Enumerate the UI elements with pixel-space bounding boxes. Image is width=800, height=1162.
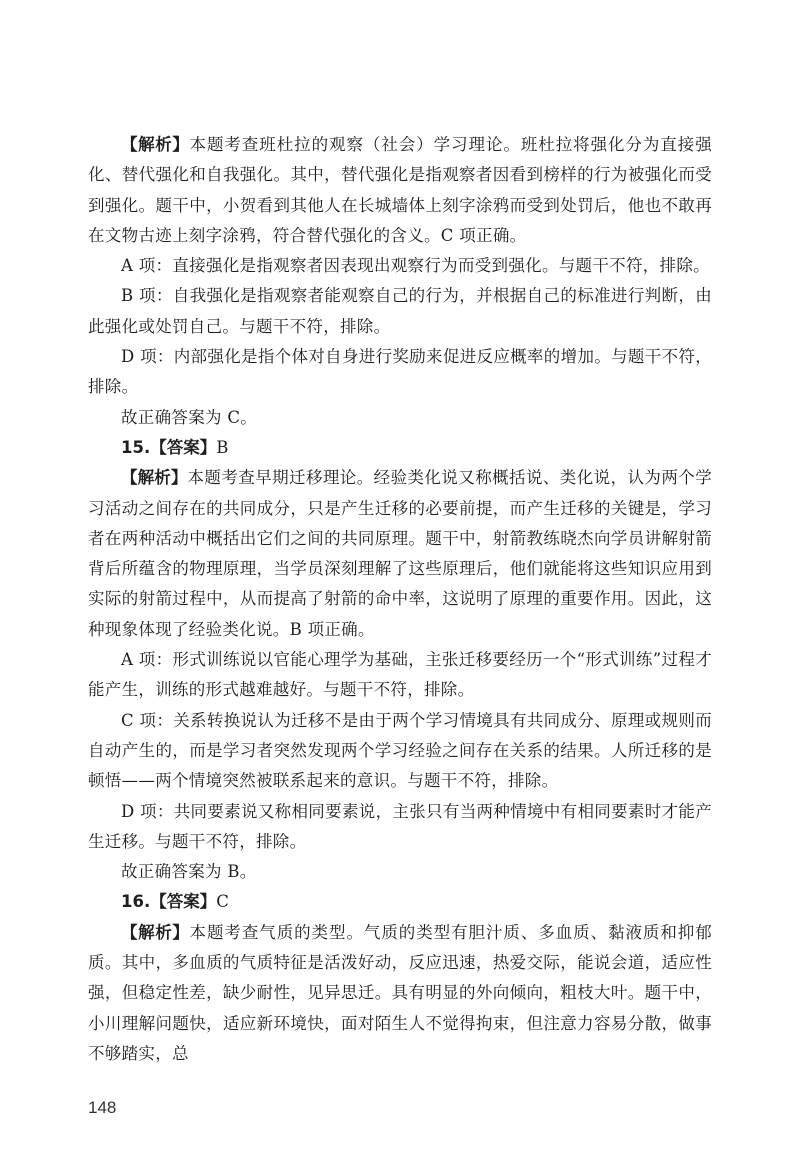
answer-label: 15.【答案】 — [121, 437, 217, 457]
answer-value: C — [216, 892, 230, 912]
answer-label: 16.【答案】 — [121, 892, 217, 912]
paragraph-text: 本题考查班杜拉的观察（社会）学习理论。班杜拉将强化分为直接强化、替代强化和自我强化。其中，替代强化是指观察者因看到榜样的行为被强化而受到强化。题干中，小贺看到其他人在长城墙体上刻字涂鸦而受到处罚后，他也不敢再在文物古迹上刻字涂鸦，符合替代强化的含义。C 项正确。 — [88, 135, 713, 245]
conclusion-paragraph — [88, 403, 712, 433]
paragraph-text: D 项：共同要素说又称相同要素说，主张只有当两种情境中有相同要素时才能产生迁移。与题干不符，排除。 — [88, 801, 712, 851]
analysis-paragraph — [88, 130, 712, 251]
document-body — [88, 130, 712, 1069]
option-paragraph — [88, 281, 712, 342]
analysis-label: 【解析】 — [121, 135, 190, 154]
paragraph-text: 本题考查气质的类型。气质的类型有胆汁质、多血质、黏液质和抑郁质。其中，多血质的气质特征是活泼好动，反应迅速，热爱交际，能说会道，适应性强，但稳定性差，缺少耐性，见异思迁。具有明显的外向倾向，粗枝大叶。题干中，小川理解问题快，适应新环境快，面对陌生人不觉得拘束，但注意力容易分散，做事不够踏实，总 — [88, 922, 713, 1063]
paragraph-text: A 项：直接强化是指观察者因表现出观察行为而受到强化。与题干不符，排除。 — [121, 256, 710, 276]
analysis-paragraph — [88, 463, 712, 645]
paragraph-text: D 项：内部强化是指个体对自身进行奖励来促进反应概率的增加。与题干不符，排除。 — [88, 347, 712, 397]
paragraph-text: B 项：自我强化是指观察者能观察自己的行为，并根据自己的标准进行判断，由此强化或处罚自己。与题干不符，排除。 — [88, 286, 712, 336]
option-paragraph — [88, 342, 712, 403]
option-paragraph — [88, 797, 712, 858]
answer-value: B — [216, 437, 229, 457]
option-paragraph — [88, 706, 712, 797]
analysis-label: 【解析】 — [121, 922, 190, 942]
option-paragraph — [88, 645, 712, 706]
paragraph-text: C 项：关系转换说认为迁移不是由于两个学习情境具有共同成分、原理或规则而自动产生的，而是学习者突然发现两个学习经验之间存在关系的结果。人所迁移的是顿悟——两个情境突然被联系起来的意识。与题干不符，排除。 — [88, 710, 712, 791]
answer-paragraph — [88, 433, 712, 463]
conclusion-paragraph — [88, 857, 712, 887]
paragraph-text: A 项：形式训练说以官能心理学为基础，主张迁移要经历一个“形式训练”过程才能产生，训练的形式越难越好。与题干不符，排除。 — [88, 650, 712, 700]
analysis-label: 【解析】 — [121, 468, 188, 488]
option-paragraph — [88, 251, 712, 281]
answer-paragraph — [88, 887, 712, 917]
analysis-paragraph — [88, 918, 712, 1069]
page-number: 148 — [88, 1098, 117, 1117]
paragraph-text: 本题考查早期迁移理论。经验类化说又称概括说、类化说，认为两个学习活动之间存在的共同成分，只是产生迁移的必要前提，而产生迁移的关键是，学习者在两种活动中概括出它们之间的共同原理。题干中，射箭教练晓杰向学员讲解射箭背后所蕴含的物理原理，当学员深刻理解了这些原理后，他们就能将这些知识应用到实际的射箭过程中，从而提高了射箭的命中率，这说明了原理的重要作用。因此，这种现象体现了经验类化说。B 项正确。 — [88, 468, 712, 639]
paragraph-text: 故正确答案为 C。 — [121, 407, 258, 427]
paragraph-text: 故正确答案为 B。 — [121, 862, 257, 882]
